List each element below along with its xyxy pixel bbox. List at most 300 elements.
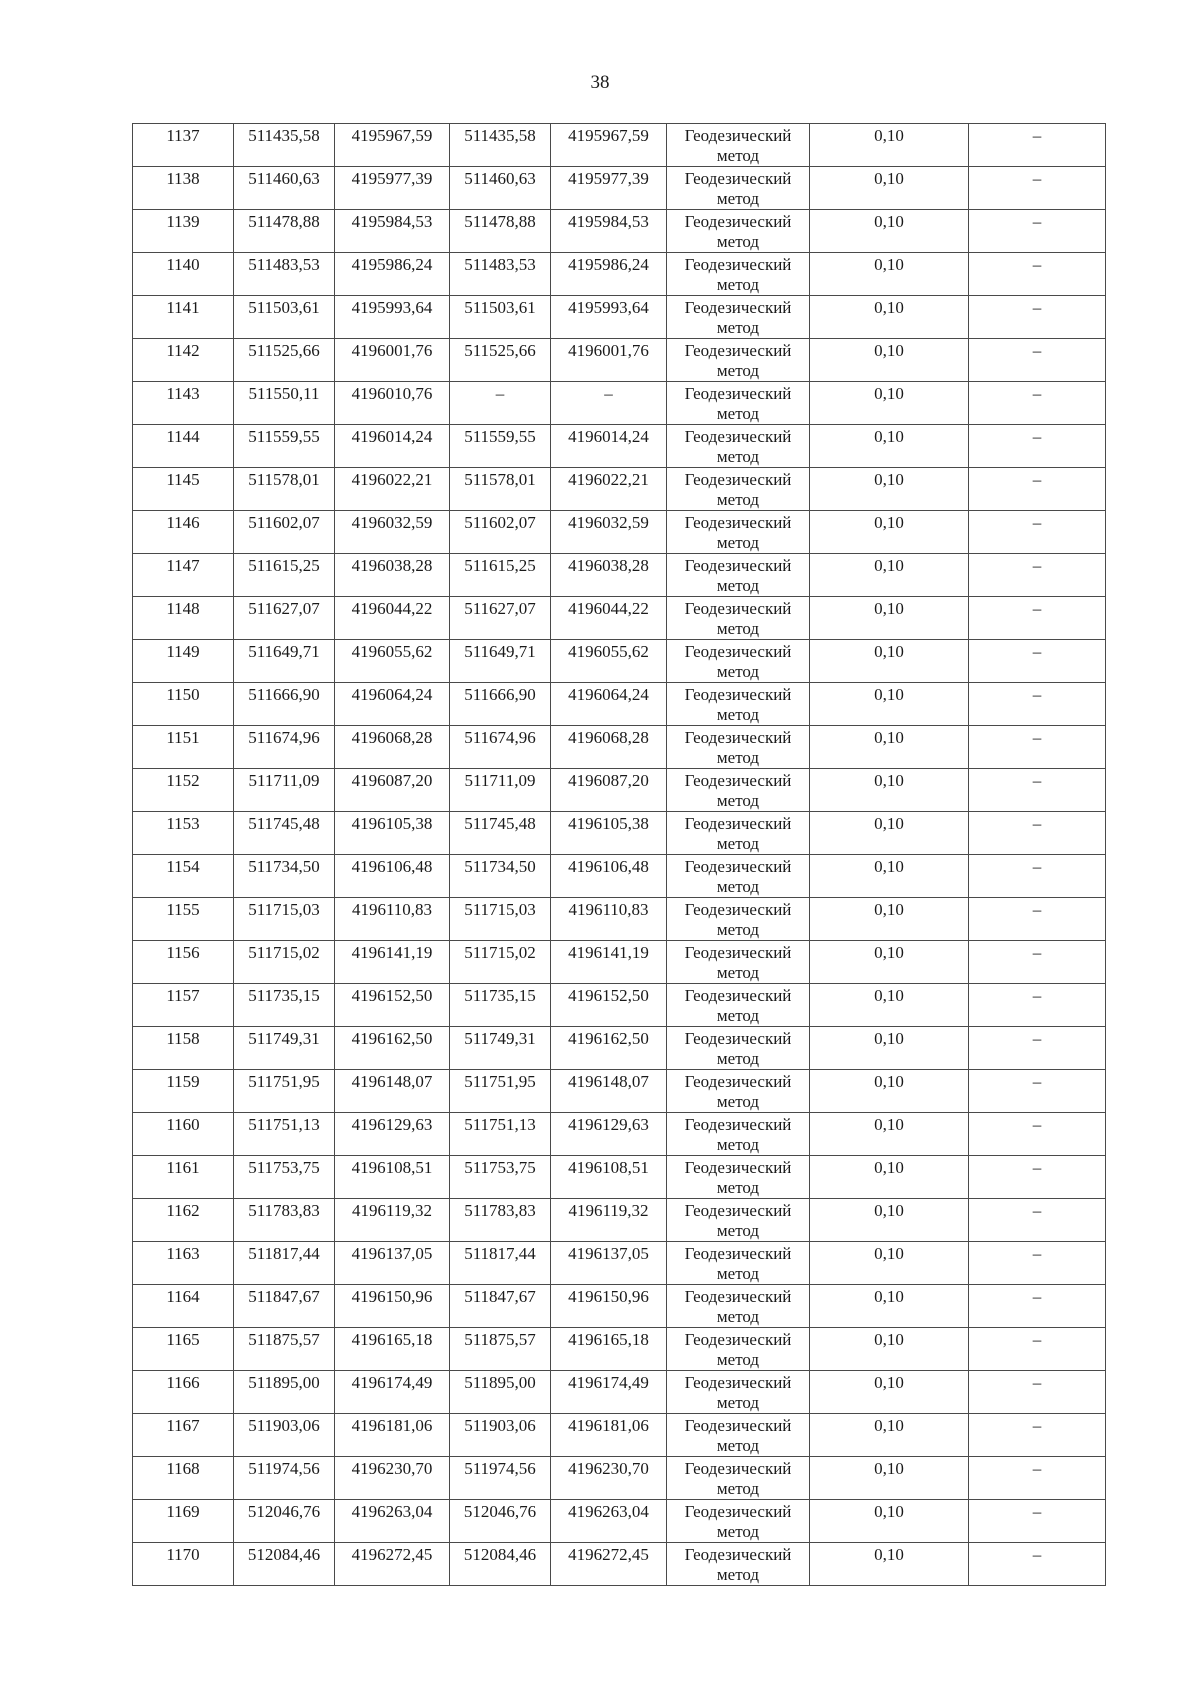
accuracy-cell: 0,10: [810, 640, 969, 683]
x-refined-cell: 511435,58: [450, 124, 551, 167]
table-row: [133, 597, 1106, 640]
method-cell: [667, 1457, 810, 1500]
x-existing-cell: 511715,02: [234, 941, 335, 984]
accuracy-cell: 0,10: [810, 1070, 969, 1113]
description-cell: –: [969, 1543, 1106, 1586]
y-refined-cell: 4196152,50: [551, 984, 667, 1027]
x-existing-cell: 511525,66: [234, 339, 335, 382]
method-cell: [667, 1113, 810, 1156]
accuracy-cell: 0,10: [810, 1457, 969, 1500]
y-refined-cell: 4196150,96: [551, 1285, 667, 1328]
y-existing-cell: 4196110,83: [335, 898, 450, 941]
y-refined-cell: 4195967,59: [551, 124, 667, 167]
y-refined-cell: 4196141,19: [551, 941, 667, 984]
method-cell: [667, 511, 810, 554]
x-existing-cell: 511974,56: [234, 1457, 335, 1500]
y-existing-cell: 4196150,96: [335, 1285, 450, 1328]
accuracy-cell: 0,10: [810, 1543, 969, 1586]
method-line-1: Геодезический: [684, 470, 792, 489]
method-cell: [667, 382, 810, 425]
method-cell: [667, 167, 810, 210]
method-line-1: Геодезический: [684, 599, 792, 618]
method-cell: [667, 1414, 810, 1457]
x-refined-cell: 511895,00: [450, 1371, 551, 1414]
x-refined-cell: 511753,75: [450, 1156, 551, 1199]
method-line-2: метод: [716, 576, 760, 595]
accuracy-cell: 0,10: [810, 425, 969, 468]
y-existing-cell: 4196010,76: [335, 382, 450, 425]
x-existing-cell: 511753,75: [234, 1156, 335, 1199]
y-refined-cell: 4195993,64: [551, 296, 667, 339]
table-row: [133, 1199, 1106, 1242]
point-number-cell: 1159: [133, 1070, 234, 1113]
method-cell: [667, 640, 810, 683]
y-existing-cell: 4195986,24: [335, 253, 450, 296]
x-refined-cell: 511751,13: [450, 1113, 551, 1156]
point-number-cell: 1165: [133, 1328, 234, 1371]
method-line-2: метод: [716, 1178, 760, 1197]
method-line-2: метод: [716, 920, 760, 939]
description-cell: –: [969, 1027, 1106, 1070]
method-line-2: метод: [716, 1049, 760, 1068]
table-row: [133, 1414, 1106, 1457]
method-line-1: Геодезический: [684, 728, 792, 747]
table-row: [133, 1457, 1106, 1500]
x-existing-cell: 511559,55: [234, 425, 335, 468]
x-existing-cell: 511615,25: [234, 554, 335, 597]
method-line-2: метод: [716, 1479, 760, 1498]
accuracy-cell: 0,10: [810, 1242, 969, 1285]
table-row: [133, 941, 1106, 984]
x-refined-cell: 511735,15: [450, 984, 551, 1027]
table-row: [133, 1242, 1106, 1285]
method-line-1: Геодезический: [684, 685, 792, 704]
x-refined-cell: 511749,31: [450, 1027, 551, 1070]
table-row: [133, 1070, 1106, 1113]
accuracy-cell: 0,10: [810, 769, 969, 812]
method-cell: [667, 253, 810, 296]
x-refined-cell: 511478,88: [450, 210, 551, 253]
table-row: [133, 898, 1106, 941]
table-row: [133, 339, 1106, 382]
method-line-2: метод: [716, 1522, 760, 1541]
point-number-cell: 1169: [133, 1500, 234, 1543]
accuracy-cell: 0,10: [810, 1199, 969, 1242]
description-cell: –: [969, 425, 1106, 468]
x-existing-cell: 511711,09: [234, 769, 335, 812]
point-number-cell: 1139: [133, 210, 234, 253]
y-refined-cell: 4196044,22: [551, 597, 667, 640]
table-row: [133, 769, 1106, 812]
accuracy-cell: 0,10: [810, 124, 969, 167]
description-cell: –: [969, 1070, 1106, 1113]
x-refined-cell: 511715,02: [450, 941, 551, 984]
table-row: [133, 425, 1106, 468]
accuracy-cell: 0,10: [810, 898, 969, 941]
description-cell: –: [969, 812, 1106, 855]
x-refined-cell: 511559,55: [450, 425, 551, 468]
method-line-2: метод: [716, 834, 760, 853]
y-existing-cell: 4196001,76: [335, 339, 450, 382]
y-refined-cell: 4196230,70: [551, 1457, 667, 1500]
y-refined-cell: 4196001,76: [551, 339, 667, 382]
accuracy-cell: 0,10: [810, 812, 969, 855]
x-existing-cell: 511460,63: [234, 167, 335, 210]
y-existing-cell: 4196087,20: [335, 769, 450, 812]
x-existing-cell: 511674,96: [234, 726, 335, 769]
table-row: [133, 640, 1106, 683]
point-number-cell: 1143: [133, 382, 234, 425]
description-cell: –: [969, 683, 1106, 726]
method-line-2: метод: [716, 533, 760, 552]
point-number-cell: 1148: [133, 597, 234, 640]
method-line-2: метод: [716, 1393, 760, 1412]
x-refined-cell: 511525,66: [450, 339, 551, 382]
method-line-2: метод: [716, 318, 760, 337]
accuracy-cell: 0,10: [810, 1328, 969, 1371]
x-existing-cell: 511435,58: [234, 124, 335, 167]
method-line-1: Геодезический: [684, 771, 792, 790]
y-existing-cell: 4196181,06: [335, 1414, 450, 1457]
method-line-2: метод: [716, 1092, 760, 1111]
table-row: [133, 167, 1106, 210]
table-row: [133, 1371, 1106, 1414]
description-cell: –: [969, 468, 1106, 511]
method-cell: [667, 1070, 810, 1113]
table-row: [133, 1500, 1106, 1543]
accuracy-cell: 0,10: [810, 984, 969, 1027]
method-line-2: метод: [716, 1350, 760, 1369]
accuracy-cell: 0,10: [810, 597, 969, 640]
point-number-cell: 1166: [133, 1371, 234, 1414]
table-row: [133, 1113, 1106, 1156]
method-line-2: метод: [716, 1135, 760, 1154]
y-refined-cell: 4196108,51: [551, 1156, 667, 1199]
method-line-1: Геодезический: [684, 1115, 792, 1134]
method-cell: [667, 124, 810, 167]
method-line-1: Геодезический: [684, 900, 792, 919]
coordinates-table: [132, 123, 1106, 1586]
table-row: [133, 683, 1106, 726]
description-cell: –: [969, 339, 1106, 382]
x-refined-cell: 511666,90: [450, 683, 551, 726]
table-row: [133, 511, 1106, 554]
x-refined-cell: 511734,50: [450, 855, 551, 898]
method-cell: [667, 554, 810, 597]
point-number-cell: 1147: [133, 554, 234, 597]
method-line-2: метод: [716, 447, 760, 466]
method-cell: [667, 339, 810, 382]
x-existing-cell: 511550,11: [234, 382, 335, 425]
x-refined-cell: 512046,76: [450, 1500, 551, 1543]
method-cell: [667, 597, 810, 640]
y-existing-cell: 4196044,22: [335, 597, 450, 640]
method-line-1: Геодезический: [684, 642, 792, 661]
method-cell: [667, 1543, 810, 1586]
point-number-cell: 1138: [133, 167, 234, 210]
accuracy-cell: 0,10: [810, 167, 969, 210]
method-cell: [667, 1328, 810, 1371]
table-row: [133, 382, 1106, 425]
point-number-cell: 1152: [133, 769, 234, 812]
description-cell: –: [969, 554, 1106, 597]
x-refined-cell: 511602,07: [450, 511, 551, 554]
method-line-1: Геодезический: [684, 943, 792, 962]
method-line-1: Геодезический: [684, 513, 792, 532]
method-cell: [667, 468, 810, 511]
accuracy-cell: 0,10: [810, 683, 969, 726]
point-number-cell: 1168: [133, 1457, 234, 1500]
accuracy-cell: 0,10: [810, 1156, 969, 1199]
method-line-2: метод: [716, 490, 760, 509]
x-existing-cell: 511627,07: [234, 597, 335, 640]
description-cell: –: [969, 898, 1106, 941]
point-number-cell: 1158: [133, 1027, 234, 1070]
description-cell: –: [969, 640, 1106, 683]
method-line-1: Геодезический: [684, 857, 792, 876]
point-number-cell: 1144: [133, 425, 234, 468]
method-cell: [667, 726, 810, 769]
y-refined-cell: 4196119,32: [551, 1199, 667, 1242]
method-line-1: Геодезический: [684, 1416, 792, 1435]
x-existing-cell: 511578,01: [234, 468, 335, 511]
x-refined-cell: 511483,53: [450, 253, 551, 296]
description-cell: –: [969, 511, 1106, 554]
page-number: 38: [590, 72, 610, 93]
table-row: [133, 1027, 1106, 1070]
table-row: [133, 812, 1106, 855]
method-line-1: Геодезический: [684, 384, 792, 403]
point-number-cell: 1156: [133, 941, 234, 984]
y-refined-cell: 4196110,83: [551, 898, 667, 941]
method-cell: [667, 1156, 810, 1199]
description-cell: –: [969, 1328, 1106, 1371]
method-line-2: метод: [716, 1006, 760, 1025]
method-line-1: Геодезический: [684, 341, 792, 360]
x-existing-cell: 511715,03: [234, 898, 335, 941]
y-refined-cell: 4196272,45: [551, 1543, 667, 1586]
x-refined-cell: 511503,61: [450, 296, 551, 339]
point-number-cell: 1140: [133, 253, 234, 296]
x-existing-cell: 511751,95: [234, 1070, 335, 1113]
point-number-cell: 1161: [133, 1156, 234, 1199]
method-line-1: Геодезический: [684, 1158, 792, 1177]
accuracy-cell: 0,10: [810, 554, 969, 597]
y-refined-cell: 4196038,28: [551, 554, 667, 597]
x-existing-cell: 511483,53: [234, 253, 335, 296]
y-existing-cell: 4196148,07: [335, 1070, 450, 1113]
method-cell: [667, 1500, 810, 1543]
x-existing-cell: 511649,71: [234, 640, 335, 683]
table-row: [133, 1328, 1106, 1371]
description-cell: –: [969, 253, 1106, 296]
x-refined-cell: 511903,06: [450, 1414, 551, 1457]
method-cell: [667, 1027, 810, 1070]
accuracy-cell: 0,10: [810, 1500, 969, 1543]
method-line-2: метод: [716, 232, 760, 251]
x-refined-cell: 511615,25: [450, 554, 551, 597]
table-row: [133, 296, 1106, 339]
x-existing-cell: 511751,13: [234, 1113, 335, 1156]
point-number-cell: 1164: [133, 1285, 234, 1328]
table-row: [133, 855, 1106, 898]
x-existing-cell: 511735,15: [234, 984, 335, 1027]
method-line-2: метод: [716, 1221, 760, 1240]
accuracy-cell: 0,10: [810, 511, 969, 554]
point-number-cell: 1141: [133, 296, 234, 339]
method-line-1: Геодезический: [684, 1029, 792, 1048]
table-row: [133, 468, 1106, 511]
y-refined-cell: 4196148,07: [551, 1070, 667, 1113]
y-existing-cell: 4196055,62: [335, 640, 450, 683]
x-refined-cell: 511847,67: [450, 1285, 551, 1328]
method-line-1: Геодезический: [684, 212, 792, 231]
method-cell: [667, 769, 810, 812]
method-line-2: метод: [716, 791, 760, 810]
method-line-1: Геодезический: [684, 1287, 792, 1306]
y-refined-cell: 4196106,48: [551, 855, 667, 898]
table-row: [133, 726, 1106, 769]
y-refined-cell: 4196022,21: [551, 468, 667, 511]
method-line-2: метод: [716, 662, 760, 681]
method-line-2: метод: [716, 146, 760, 165]
method-line-1: Геодезический: [684, 814, 792, 833]
accuracy-cell: 0,10: [810, 210, 969, 253]
x-existing-cell: 511875,57: [234, 1328, 335, 1371]
y-existing-cell: 4195967,59: [335, 124, 450, 167]
y-existing-cell: 4196272,45: [335, 1543, 450, 1586]
method-cell: [667, 1199, 810, 1242]
method-line-2: метод: [716, 1565, 760, 1584]
method-line-2: метод: [716, 1264, 760, 1283]
method-line-2: метод: [716, 877, 760, 896]
method-cell: [667, 683, 810, 726]
description-cell: –: [969, 1457, 1106, 1500]
y-existing-cell: 4195993,64: [335, 296, 450, 339]
y-existing-cell: 4196165,18: [335, 1328, 450, 1371]
x-refined-cell: 511711,09: [450, 769, 551, 812]
x-existing-cell: 511666,90: [234, 683, 335, 726]
y-existing-cell: 4196263,04: [335, 1500, 450, 1543]
method-cell: [667, 941, 810, 984]
point-number-cell: 1162: [133, 1199, 234, 1242]
y-refined-cell: 4196014,24: [551, 425, 667, 468]
description-cell: –: [969, 1285, 1106, 1328]
x-refined-cell: 511751,95: [450, 1070, 551, 1113]
method-line-2: метод: [716, 361, 760, 380]
method-line-1: Геодезический: [684, 255, 792, 274]
y-refined-cell: 4196064,24: [551, 683, 667, 726]
y-refined-cell: 4196087,20: [551, 769, 667, 812]
method-cell: [667, 984, 810, 1027]
point-number-cell: 1137: [133, 124, 234, 167]
table-row: [133, 253, 1106, 296]
x-refined-cell: 511745,48: [450, 812, 551, 855]
x-refined-cell: 511649,71: [450, 640, 551, 683]
y-existing-cell: 4196068,28: [335, 726, 450, 769]
x-existing-cell: 511749,31: [234, 1027, 335, 1070]
x-existing-cell: 511478,88: [234, 210, 335, 253]
y-existing-cell: 4196014,24: [335, 425, 450, 468]
x-refined-cell: 511627,07: [450, 597, 551, 640]
y-refined-cell: 4196162,50: [551, 1027, 667, 1070]
description-cell: –: [969, 1414, 1106, 1457]
table-row: [133, 1156, 1106, 1199]
method-cell: [667, 1371, 810, 1414]
y-existing-cell: 4196152,50: [335, 984, 450, 1027]
point-number-cell: 1153: [133, 812, 234, 855]
description-cell: –: [969, 210, 1106, 253]
method-line-1: Геодезический: [684, 1373, 792, 1392]
table-row: [133, 984, 1106, 1027]
y-existing-cell: 4196137,05: [335, 1242, 450, 1285]
point-number-cell: 1167: [133, 1414, 234, 1457]
method-line-1: Геодезический: [684, 1072, 792, 1091]
point-number-cell: 1149: [133, 640, 234, 683]
x-existing-cell: 511847,67: [234, 1285, 335, 1328]
y-refined-cell: 4196055,62: [551, 640, 667, 683]
point-number-cell: 1150: [133, 683, 234, 726]
accuracy-cell: 0,10: [810, 253, 969, 296]
point-number-cell: 1154: [133, 855, 234, 898]
x-refined-cell: 511674,96: [450, 726, 551, 769]
accuracy-cell: 0,10: [810, 1371, 969, 1414]
method-cell: [667, 1242, 810, 1285]
x-existing-cell: 511734,50: [234, 855, 335, 898]
table-row: [133, 554, 1106, 597]
x-existing-cell: 511895,00: [234, 1371, 335, 1414]
y-existing-cell: 4196038,28: [335, 554, 450, 597]
x-refined-cell: 511974,56: [450, 1457, 551, 1500]
x-refined-cell: 511783,83: [450, 1199, 551, 1242]
x-existing-cell: 511602,07: [234, 511, 335, 554]
x-existing-cell: 512046,76: [234, 1500, 335, 1543]
method-cell: [667, 296, 810, 339]
x-existing-cell: 512084,46: [234, 1543, 335, 1586]
y-existing-cell: 4196032,59: [335, 511, 450, 554]
y-refined-cell: –: [551, 382, 667, 425]
method-line-2: метод: [716, 1307, 760, 1326]
y-existing-cell: 4196105,38: [335, 812, 450, 855]
method-line-2: метод: [716, 189, 760, 208]
y-refined-cell: 4195984,53: [551, 210, 667, 253]
accuracy-cell: 0,10: [810, 382, 969, 425]
y-refined-cell: 4196263,04: [551, 1500, 667, 1543]
point-number-cell: 1155: [133, 898, 234, 941]
description-cell: –: [969, 382, 1106, 425]
method-line-2: метод: [716, 705, 760, 724]
method-line-1: Геодезический: [684, 427, 792, 446]
y-existing-cell: 4196108,51: [335, 1156, 450, 1199]
point-number-cell: 1157: [133, 984, 234, 1027]
y-existing-cell: 4195984,53: [335, 210, 450, 253]
point-number-cell: 1146: [133, 511, 234, 554]
method-line-1: Геодезический: [684, 126, 792, 145]
description-cell: –: [969, 124, 1106, 167]
point-number-cell: 1163: [133, 1242, 234, 1285]
y-refined-cell: 4196181,06: [551, 1414, 667, 1457]
method-line-2: метод: [716, 748, 760, 767]
y-existing-cell: 4196162,50: [335, 1027, 450, 1070]
y-refined-cell: 4196032,59: [551, 511, 667, 554]
method-line-1: Геодезический: [684, 1545, 792, 1564]
table-row: [133, 1285, 1106, 1328]
y-existing-cell: 4196106,48: [335, 855, 450, 898]
description-cell: –: [969, 1242, 1106, 1285]
y-refined-cell: 4195977,39: [551, 167, 667, 210]
y-refined-cell: 4196068,28: [551, 726, 667, 769]
x-refined-cell: 512084,46: [450, 1543, 551, 1586]
